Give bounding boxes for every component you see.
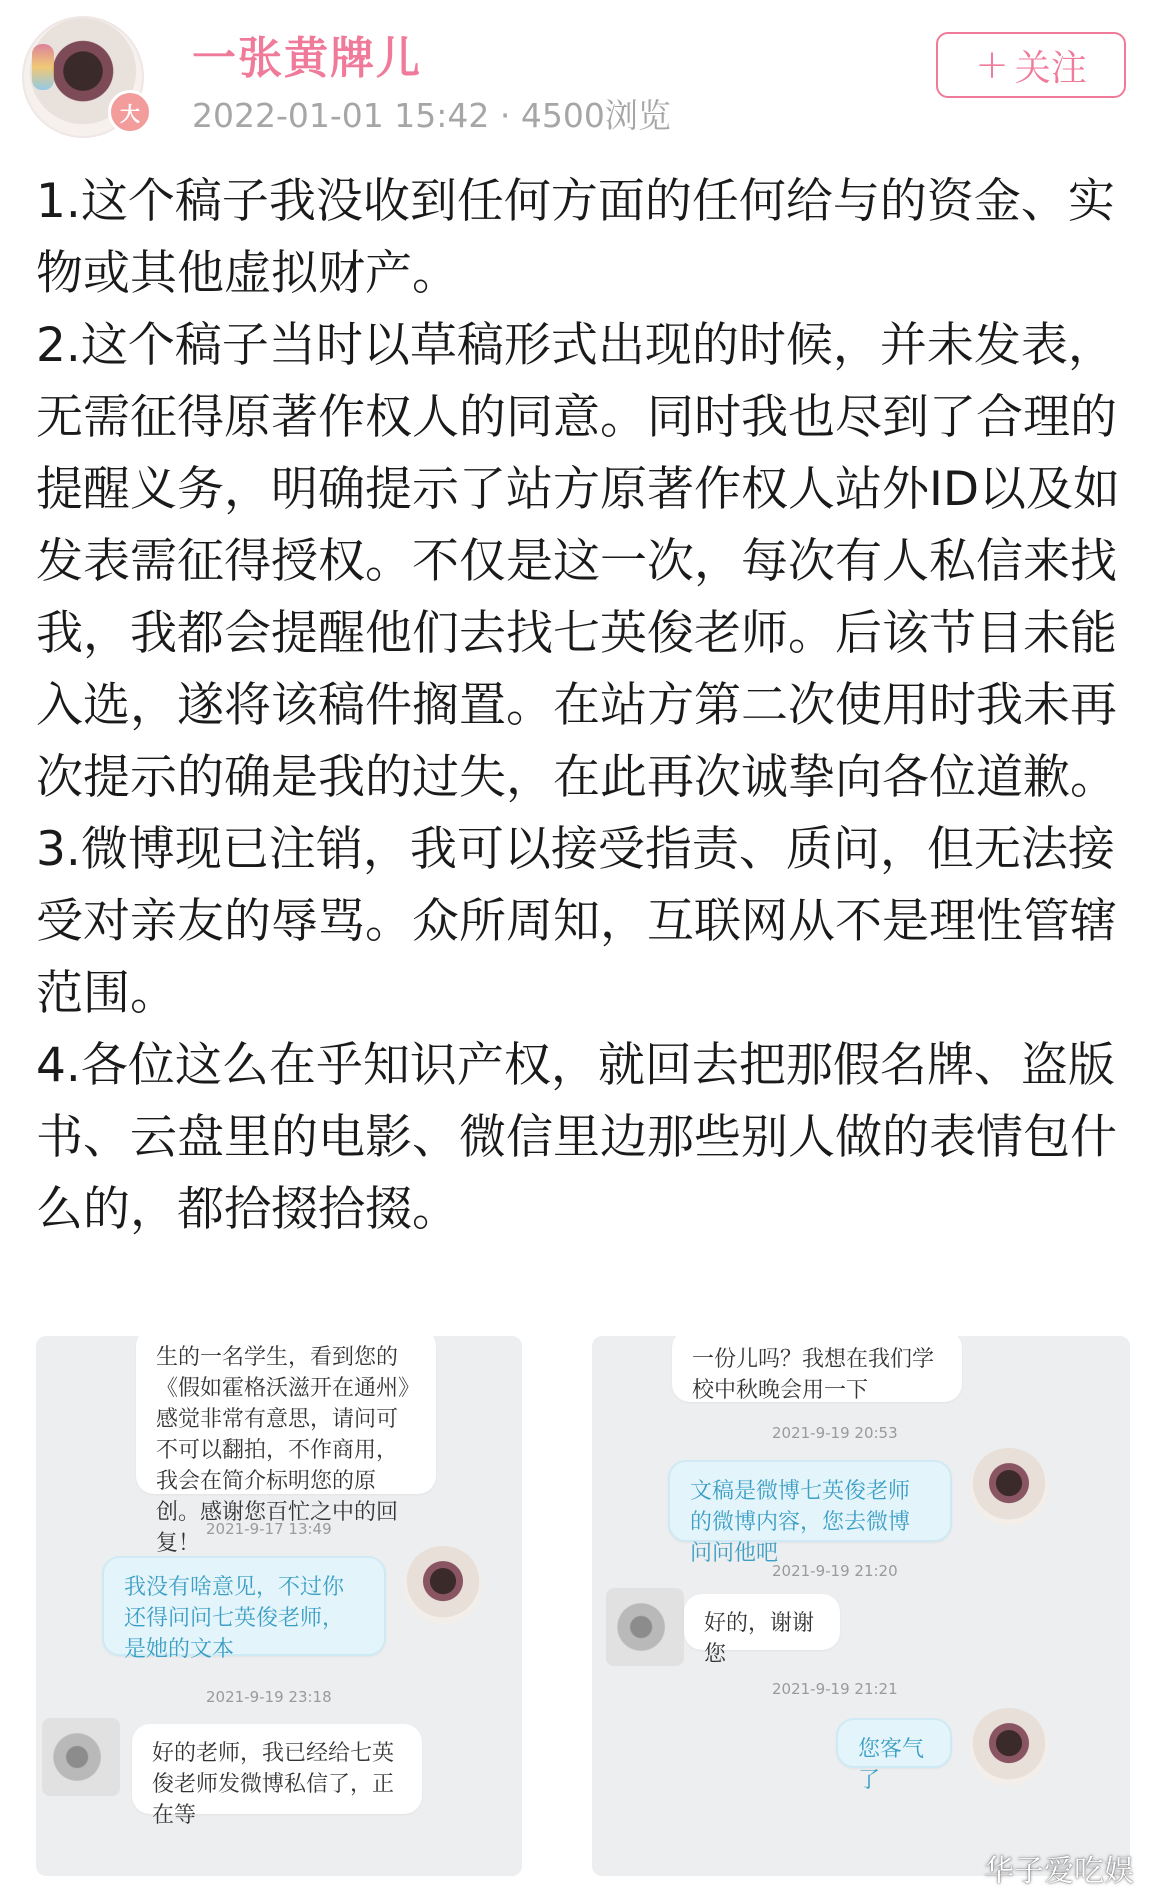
- paragraph: 3.微博现已注销，我可以接受指责、质问，但无法接受对亲友的辱骂。众所周知，互联网从不是理性管辖范围。: [36, 822, 1117, 1021]
- receiver-avatar: [42, 1718, 120, 1796]
- chat-message-received: 生的一名学生，看到您的《假如霍格沃滋开在通州》感觉非常有意思，请问可不可以翻拍，不作商用，我会在简介标明您的原创。感谢您百忙之中的回复！: [136, 1328, 436, 1494]
- chat-message-sent: 文稿是微博七英俊老师的微博内容，您去微博问问他吧: [668, 1460, 952, 1542]
- chat-message-received: 好的，谢谢您: [684, 1594, 840, 1650]
- chat-timestamp: 2021-9-19 20:53: [772, 1424, 898, 1442]
- receiver-avatar: [606, 1588, 684, 1666]
- chat-screenshot-right[interactable]: [592, 1336, 1130, 1876]
- post-header: [0, 0, 1170, 150]
- username[interactable]: 一张黄牌儿: [192, 33, 422, 84]
- level-badge: 大: [108, 90, 152, 134]
- paragraph: 1.这个稿子我没收到任何方面的任何给与的资金、实物或其他虚拟财产。: [36, 174, 1115, 301]
- post-body: [36, 166, 1146, 1246]
- post-meta: 2022-01-01 15:42 · 4500浏览: [192, 96, 671, 135]
- paragraph: 2.这个稿子当时以草稿形式出现的时候，并未发表，无需征得原著作权人的同意。同时我也尽到了合理的提醒义务，明确提示了站方原著作权人站外ID以及如发表需征得授权。不仅是这一次，每次有人私信来找我，我都会提醒他们去找七英俊老师。后该节目未能入选，遂将该稿件搁置。在站方第二次使用时我未再次提示的确是我的过失，在此再次诚挚向各位道歉。: [36, 318, 1121, 805]
- chat-timestamp: 2021-9-19 21:21: [772, 1680, 898, 1698]
- sender-avatar: [404, 1546, 482, 1624]
- sender-avatar: [970, 1448, 1048, 1526]
- chat-timestamp: 2021-9-19 21:20: [772, 1562, 898, 1580]
- chat-message-received: 好的老师，我已经给七英俊老师发微博私信了，正在等: [132, 1724, 422, 1814]
- chat-timestamp: 2021-9-19 23:18: [206, 1688, 332, 1706]
- paragraph: 4.各位这么在乎知识产权，就回去把那假名牌、盗版书、云盘里的电影、微信里边那些别人做的表情包什么的，都拾掇拾掇。: [36, 1038, 1117, 1237]
- chat-screenshot-left[interactable]: [36, 1336, 522, 1876]
- chat-message-sent: 我没有啥意见，不过你还得问问七英俊老师，是她的文本: [102, 1556, 386, 1656]
- watermark: 华子爱吃娱: [984, 1854, 1134, 1889]
- plus-icon: +: [975, 42, 1009, 88]
- chat-timestamp: 2021-9-17 13:49: [206, 1520, 332, 1538]
- chat-message-received: 一份儿吗？我想在我们学校中秋晚会用一下: [672, 1330, 962, 1402]
- follow-button[interactable]: [936, 32, 1126, 98]
- chat-message-sent: 您客气了: [836, 1718, 952, 1768]
- sender-avatar: [970, 1708, 1048, 1786]
- follow-label: 关注: [1014, 47, 1087, 89]
